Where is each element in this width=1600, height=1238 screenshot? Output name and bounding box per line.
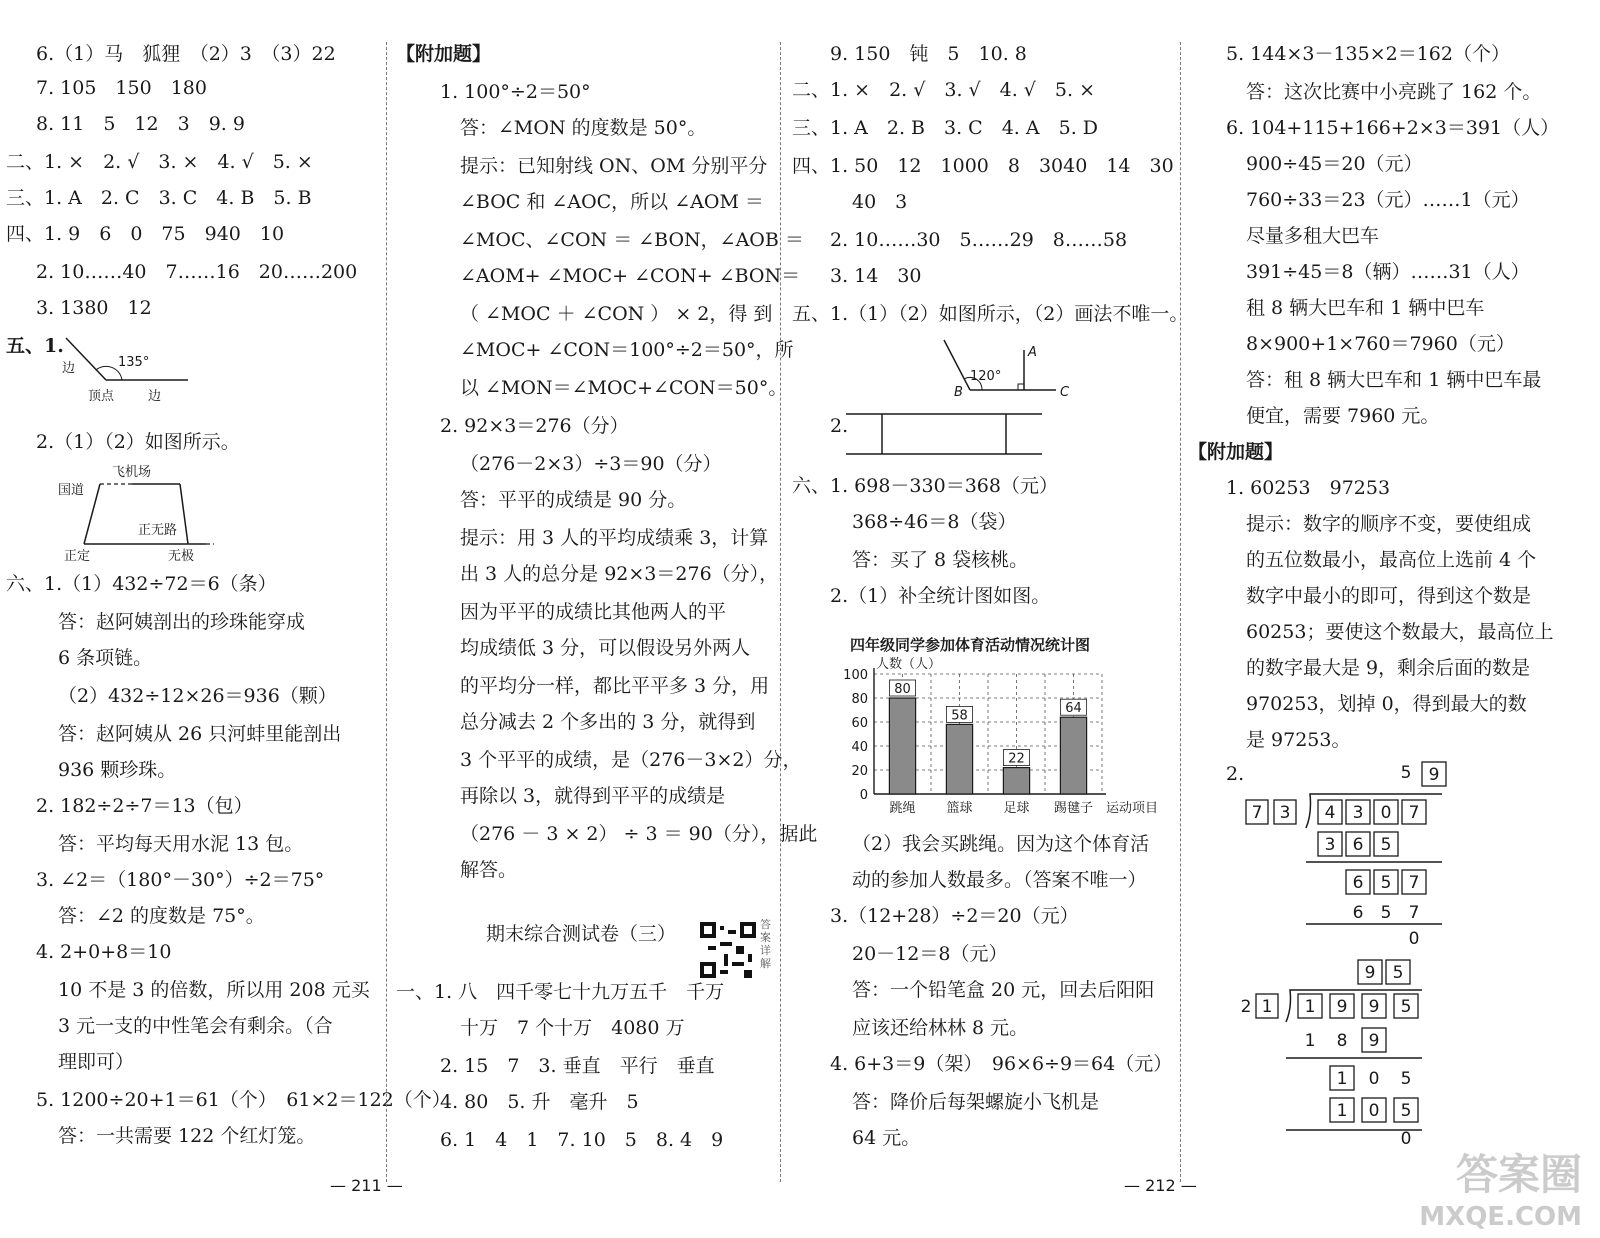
text-line: （2）我会买跳绳。因为这个体育活 xyxy=(852,833,1150,855)
y-tick-label: 40 xyxy=(851,740,868,755)
text-line: 尽量多租大巴车 xyxy=(1246,225,1380,247)
text-line: 再除以 3，就得到平平的成绩是 xyxy=(460,785,726,807)
text-line: 六、1.（1）432÷72＝6（条） xyxy=(6,573,277,595)
dividend-digit: 5 xyxy=(1400,997,1412,1017)
step-digit: 6 xyxy=(1352,873,1364,893)
text-line: 2. 182÷2÷7＝13（包） xyxy=(36,795,253,817)
text-line: 1. 100°÷2＝50° xyxy=(440,81,591,103)
text-line: 五、1.（1）（2）如图所示，（2）画法不唯一。 xyxy=(792,303,1189,325)
bar xyxy=(889,698,915,794)
x-tick-label: 足球 xyxy=(1003,801,1030,816)
point-label: B xyxy=(954,385,963,400)
text-line: 2.（1）补全统计图如图。 xyxy=(830,585,1051,607)
national-road-label: 国道 xyxy=(58,483,85,498)
text-line: 2. 92×3＝276（分） xyxy=(440,415,629,437)
text-line: 40 3 xyxy=(852,191,908,213)
watermark-site: MXQE.COM xyxy=(1419,1202,1582,1232)
text-line: （276－2×3）÷3＝90（分） xyxy=(460,453,722,475)
text-line: 答：租 8 辆大巴车和 1 辆中巴车最 xyxy=(1246,369,1542,391)
text-line: 答：∠MON 的度数是 50°。 xyxy=(460,117,707,139)
point-label: C xyxy=(1060,385,1070,400)
qr-caption: 答 案 详 解 xyxy=(760,918,771,970)
step-digit: 5 xyxy=(1400,1101,1412,1121)
point-label: A xyxy=(1028,345,1037,360)
text-line: 6. 1 4 1 7. 10 5 8. 4 9 xyxy=(440,1129,724,1151)
text-line: 60253；要使这个数最大，最高位上 xyxy=(1246,621,1554,643)
text-line: 答：赵阿姨从 26 只河蚌里能剖出 xyxy=(58,723,342,745)
text-line: 3. ∠2＝（180°－30°）÷2＝75° xyxy=(36,869,325,891)
road-figure xyxy=(56,428,246,568)
text-line: 租 8 辆大巴车和 1 辆中巴车 xyxy=(1246,297,1485,319)
text-line: 提示：用 3 人的平均成绩乘 3，计算 xyxy=(460,527,769,549)
watermark-logo xyxy=(1419,1142,1582,1232)
text-line: 3 个平平的成绩，是（276－3×2）分， xyxy=(460,749,802,771)
text-line: 368÷46＝8（袋） xyxy=(852,511,1017,533)
data-label: 22 xyxy=(1008,751,1025,767)
text-line: 20－12＝8（元） xyxy=(852,943,1008,965)
step-digit: 0 xyxy=(1368,1101,1380,1121)
text-line: 以 ∠MON＝∠MOC+∠CON＝50°。 xyxy=(460,377,788,399)
text-line: 提示：已知射线 ON、OM 分别平分 xyxy=(460,155,768,177)
bar xyxy=(1003,768,1029,794)
text-line: 六、1. 698－330＝368（元） xyxy=(792,475,1058,497)
quotient-digit: 9 xyxy=(1428,765,1440,785)
text-line: 三、1. A 2. C 3. C 4. B 5. B xyxy=(6,187,312,209)
airport-label: 飞机场 xyxy=(112,465,152,480)
text-line: 理即可） xyxy=(58,1051,135,1073)
watermark-brand: 答案圈 xyxy=(1455,1150,1582,1199)
divisor-digit: 3 xyxy=(1279,803,1291,823)
text-line: 的数字最大是 9，剩余后面的数是 xyxy=(1246,657,1531,679)
dividend-digit: 0 xyxy=(1380,803,1392,823)
text-line: 4. 2+0+8＝10 xyxy=(36,941,172,963)
text-line: 5. 144×3－135×2＝162（个） xyxy=(1226,43,1510,65)
town-label: 无极 xyxy=(168,549,195,564)
data-label: 80 xyxy=(894,682,911,697)
step-digit: 0 xyxy=(1368,1069,1380,1089)
text-line: 64 元。 xyxy=(852,1127,921,1149)
chart-title: 四年级同学参加体育活动情况统计图 xyxy=(850,636,1091,654)
text-line: 四、1. 9 6 0 75 940 10 xyxy=(6,223,285,245)
text-line: 3 元一支的中性笔会有剩余。（合 xyxy=(58,1015,333,1037)
y-tick-label: 0 xyxy=(859,788,868,803)
remainder: 0 xyxy=(1400,1129,1412,1144)
dividend-digit: 9 xyxy=(1368,997,1380,1017)
bar-chart xyxy=(838,654,1168,820)
angle-135-figure xyxy=(56,328,206,408)
step-digit: 1 xyxy=(1336,1069,1348,1089)
step-digit: 5 xyxy=(1380,835,1392,855)
text-line: （2）432÷12×26＝936（颗） xyxy=(58,685,337,707)
x-tick-label: 踢毽子 xyxy=(1053,801,1094,816)
quotient-digit: 9 xyxy=(1364,963,1376,983)
text-line: 答：赵阿姨剖出的珍珠能穿成 xyxy=(58,611,306,633)
text-line: 9. 150 钝 5 10. 8 xyxy=(830,43,1027,65)
y-axis-label: 人数（人） xyxy=(876,657,942,672)
column-divider xyxy=(386,42,387,1182)
text-line: 6. 104+115+166+2×3＝391（人） xyxy=(1226,117,1560,139)
text-line: 8. 11 5 12 3 9. 9 xyxy=(36,113,245,135)
divisor-digit: 1 xyxy=(1261,997,1273,1017)
text-line: 3. 14 30 xyxy=(830,265,922,287)
text-line: 900÷45＝20（元） xyxy=(1246,153,1423,175)
page-number-left: — 211 — xyxy=(330,1176,403,1195)
text-line: 3.（12+28）÷2＝20（元） xyxy=(830,905,1079,927)
divisor-digit: 7 xyxy=(1251,803,1263,823)
angle-120-figure xyxy=(940,334,1090,404)
section-heading: 【附加题】 xyxy=(1188,441,1284,463)
angle-label: 120° xyxy=(970,369,1002,384)
bar xyxy=(1060,717,1086,794)
text-line: 出 3 人的总分是 92×3＝276（分）， xyxy=(460,563,779,585)
text-line: 答：∠2 的度数是 75°。 xyxy=(58,905,265,927)
text-line: ∠MOC+ ∠CON＝100°÷2＝50°，所 xyxy=(460,339,794,361)
text-line: 是 97253。 xyxy=(1246,729,1351,751)
y-tick-label: 20 xyxy=(851,764,868,779)
text-line: 8×900+1×760＝7960（元） xyxy=(1246,333,1515,355)
quotient-digit: 5 xyxy=(1400,763,1412,783)
divisor-digit: 2 xyxy=(1240,997,1252,1017)
y-tick-label: 100 xyxy=(843,668,868,683)
text-line: 二、1. × 2. √ 3. × 4. √ 5. × xyxy=(6,151,313,173)
step-digit: 8 xyxy=(1336,1031,1348,1051)
text-line: 3. 1380 12 xyxy=(36,297,152,319)
text-line: 的五位数最小，最高位上选前 4 个 xyxy=(1246,549,1537,571)
angle-label: 135° xyxy=(118,355,150,370)
text-line: 6 条项链。 xyxy=(58,647,153,669)
text-line: 解答。 xyxy=(460,859,518,881)
text-line: 答：平平的成绩是 90 分。 xyxy=(460,489,687,511)
text-line: 5. 1200÷20+1＝61（个） 61×2＝122（个） xyxy=(36,1089,451,1111)
column-divider xyxy=(780,42,781,1182)
text-line: 4. 80 5. 升 毫升 5 xyxy=(440,1091,639,1113)
text-line: 三、1. A 2. B 3. C 4. A 5. D xyxy=(792,117,1099,139)
text-line: 4. 6+3＝9（架） 96×6÷9＝64（元） xyxy=(830,1053,1173,1075)
dividend-digit: 9 xyxy=(1336,997,1348,1017)
text-line: 391÷45＝8（辆）……31（人） xyxy=(1246,261,1530,283)
x-tick-label: 跳绳 xyxy=(889,801,916,816)
step-digit: 1 xyxy=(1336,1101,1348,1121)
text-line: 总分减去 2 个多出的 3 分，就得到 xyxy=(460,711,756,733)
text-line: 答：买了 8 袋核桃。 xyxy=(852,549,1029,571)
qr-code-icon[interactable] xyxy=(700,922,756,978)
text-line: 2. 15 7 3. 垂直 平行 垂直 xyxy=(440,1055,715,1077)
side-label: 边 xyxy=(62,361,76,376)
section-title: 期末综合测试卷（三） xyxy=(486,923,677,945)
road-label: 正无路 xyxy=(138,523,178,538)
text-line: 一、1. 八 四千零七十九万五千 千万 xyxy=(396,981,725,1003)
text-line: 2. 10……40 7……16 20……200 xyxy=(36,261,358,283)
step-digit: 5 xyxy=(1380,903,1392,923)
text-line: 四、1. 50 12 1000 8 3040 14 30 xyxy=(792,155,1174,177)
town-label: 正定 xyxy=(64,549,91,564)
text-line: ∠AOM+ ∠MOC+ ∠CON+ ∠BON＝ xyxy=(460,265,801,287)
text-line: 936 颗珍珠。 xyxy=(58,759,177,781)
text-line: ∠BOC 和 ∠AOC，所以 ∠AOM ＝ xyxy=(460,191,764,213)
text-line: 的平均分一样，都比平平多 3 分，用 xyxy=(460,675,770,697)
section-heading: 【附加题】 xyxy=(396,43,492,65)
step-digit: 3 xyxy=(1324,835,1336,855)
long-division-1 xyxy=(1236,758,1456,948)
text-line: 均成绩低 3 分，可以假设另外两人 xyxy=(460,637,751,659)
y-tick-label: 80 xyxy=(851,692,868,707)
text-line: 2. xyxy=(830,415,849,437)
text-line: 答：这次比赛中小亮跳了 162 个。 xyxy=(1246,81,1542,103)
rectangle-figure xyxy=(846,408,1046,460)
text-line: 提示：数字的顺序不变，要使组成 xyxy=(1246,513,1532,535)
quotient-digit: 5 xyxy=(1392,963,1404,983)
text-line: 2.（1）（2）如图所示。 xyxy=(36,431,240,453)
x-axis-label: 运动项目 xyxy=(1106,801,1159,816)
step-digit: 6 xyxy=(1352,903,1364,923)
side-label: 边 xyxy=(148,389,162,404)
y-tick-label: 60 xyxy=(851,716,868,731)
step-digit: 7 xyxy=(1408,903,1420,923)
text-line: 6.（1）马 狐狸 （2）3 （3）22 xyxy=(36,43,336,65)
step-digit: 1 xyxy=(1304,1031,1316,1051)
data-label: 58 xyxy=(951,708,968,724)
text-line: 1. 60253 97253 xyxy=(1226,477,1391,499)
text-line: 答：一共需要 122 个红灯笼。 xyxy=(58,1125,316,1147)
text-line: （ ∠MOC ＋ ∠CON ） × 2，得 到 xyxy=(460,303,773,325)
text-line: 760÷33＝23（元）……1（元） xyxy=(1246,189,1530,211)
step-digit: 7 xyxy=(1408,873,1420,893)
step-digit: 9 xyxy=(1368,1031,1380,1051)
dividend-digit: 4 xyxy=(1324,803,1336,823)
text-line: 10 不是 3 的倍数，所以用 208 元买 xyxy=(58,979,370,1001)
text-line: 五、1. xyxy=(6,335,64,357)
text-line: 便宜，需要 7960 元。 xyxy=(1246,405,1440,427)
text-line: 970253，划掉 0，得到最大的数 xyxy=(1246,693,1527,715)
dividend-digit: 1 xyxy=(1304,997,1316,1017)
text-line: 答：降价后每架螺旋小飞机是 xyxy=(852,1091,1100,1113)
column-divider xyxy=(1180,42,1181,1182)
text-line: （276 － 3 × 2） ÷ 3 ＝ 90（分），据此 xyxy=(460,823,818,845)
x-tick-label: 篮球 xyxy=(946,801,973,816)
remainder: 0 xyxy=(1408,929,1420,948)
text-line: 2. xyxy=(1226,763,1245,785)
text-line: 答：一个铅笔盒 20 元，回去后阳阳 xyxy=(852,979,1155,1001)
text-line: 数字中最小的即可，得到这个数是 xyxy=(1246,585,1532,607)
bar xyxy=(946,724,972,794)
text-line: 答：平均每天用水泥 13 包。 xyxy=(58,833,304,855)
page-number-right: — 212 — xyxy=(1124,1176,1197,1195)
long-division-2 xyxy=(1236,954,1456,1144)
text-line: 2. 10……30 5……29 8……58 xyxy=(830,229,1128,251)
text-line: 因为平平的成绩比其他两人的平 xyxy=(460,601,727,623)
text-line: ∠MOC、∠CON ＝ ∠BON，∠AOB ＝ xyxy=(460,229,804,251)
vertex-label: 顶点 xyxy=(88,389,115,404)
step-digit: 6 xyxy=(1352,835,1364,855)
step-digit: 5 xyxy=(1400,1069,1412,1089)
data-label: 64 xyxy=(1065,701,1082,717)
text-line: 7. 105 150 180 xyxy=(36,77,207,99)
dividend-digit: 7 xyxy=(1408,803,1420,823)
text-line: 动的参加人数最多。（答案不唯一） xyxy=(852,869,1147,891)
step-digit: 5 xyxy=(1380,873,1392,893)
dividend-digit: 3 xyxy=(1352,803,1364,823)
text-line: 应该还给林林 8 元。 xyxy=(852,1017,1029,1039)
text-line: 十万 7 个十万 4080 万 xyxy=(460,1017,685,1039)
text-line: 二、1. × 2. √ 3. √ 4. √ 5. × xyxy=(792,79,1095,101)
